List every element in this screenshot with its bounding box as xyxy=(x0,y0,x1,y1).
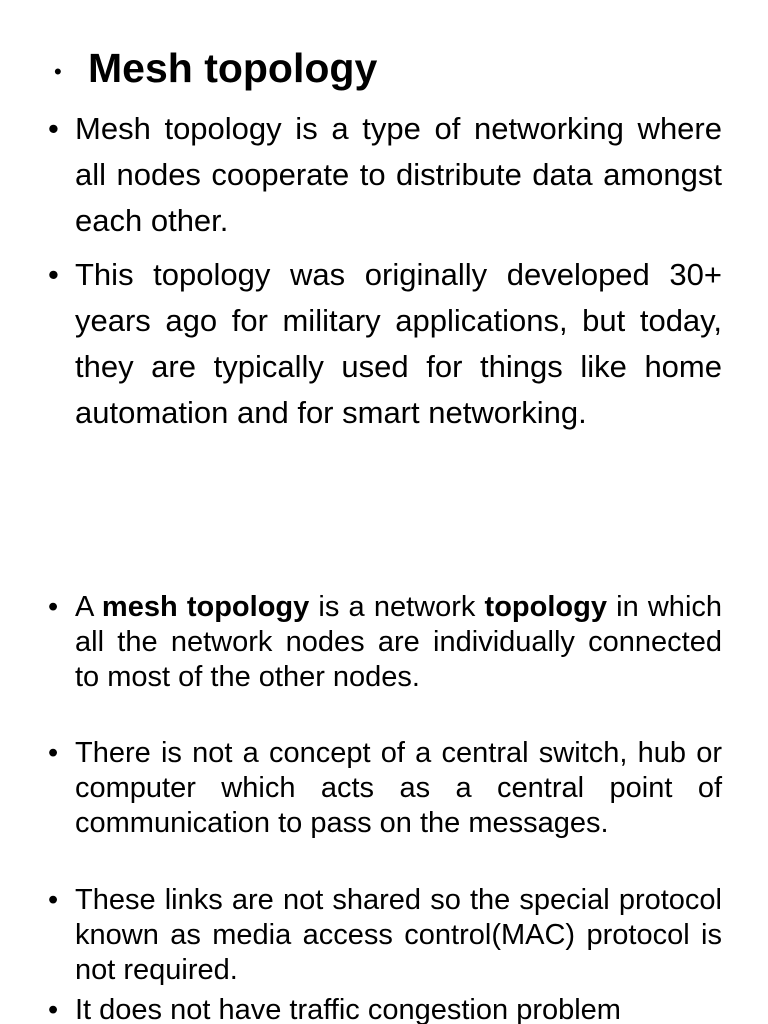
bullet-item-no-central-switch xyxy=(48,736,722,841)
bullet-item-connection xyxy=(48,590,722,695)
text-a: A xyxy=(75,591,102,623)
bullet-dot: • xyxy=(48,111,59,146)
bullet-dot: • xyxy=(48,257,59,292)
title-bullet-item xyxy=(48,42,722,102)
bullet-dot: • xyxy=(54,59,62,84)
bullet-text-connection xyxy=(75,590,722,695)
bold-topology: topology xyxy=(484,591,607,623)
text-rest: in which all the network nodes are individually connected to most of the other nodes. xyxy=(75,591,723,693)
bullet-text-mac: These links are not shared so the special protocol known as media access control(MAC) protocol is not required. xyxy=(75,884,722,986)
text-is-a-network: is a network xyxy=(309,591,485,623)
bullet-text-no-central-switch: There is not a concept of a central switch, hub or computer which acts as a central point of communication to pass on the messages. xyxy=(75,737,722,839)
bullet-dot: • xyxy=(48,884,59,916)
bullet-text-congestion: It does not have traffic congestion problem xyxy=(75,994,621,1024)
bullet-item-congestion xyxy=(48,993,722,1024)
bullet-text-definition: Mesh topology is a type of networking where all nodes cooperate to distribute data amongst each other. xyxy=(75,111,722,238)
bold-mesh-topology: mesh topology xyxy=(101,591,310,623)
slide-title: Mesh topology xyxy=(88,45,378,91)
bullet-dot: • xyxy=(48,737,59,769)
bullet-item-definition xyxy=(48,106,722,244)
bullet-item-history xyxy=(48,252,722,436)
bullet-text-history: This topology was originally developed 30+ years ago for military applications, but today, they are typically used for things like home automation and for smart networking. xyxy=(75,257,722,430)
bullet-dot: • xyxy=(48,591,59,623)
bullet-item-mac xyxy=(48,883,722,988)
bullet-dot: • xyxy=(48,994,59,1024)
